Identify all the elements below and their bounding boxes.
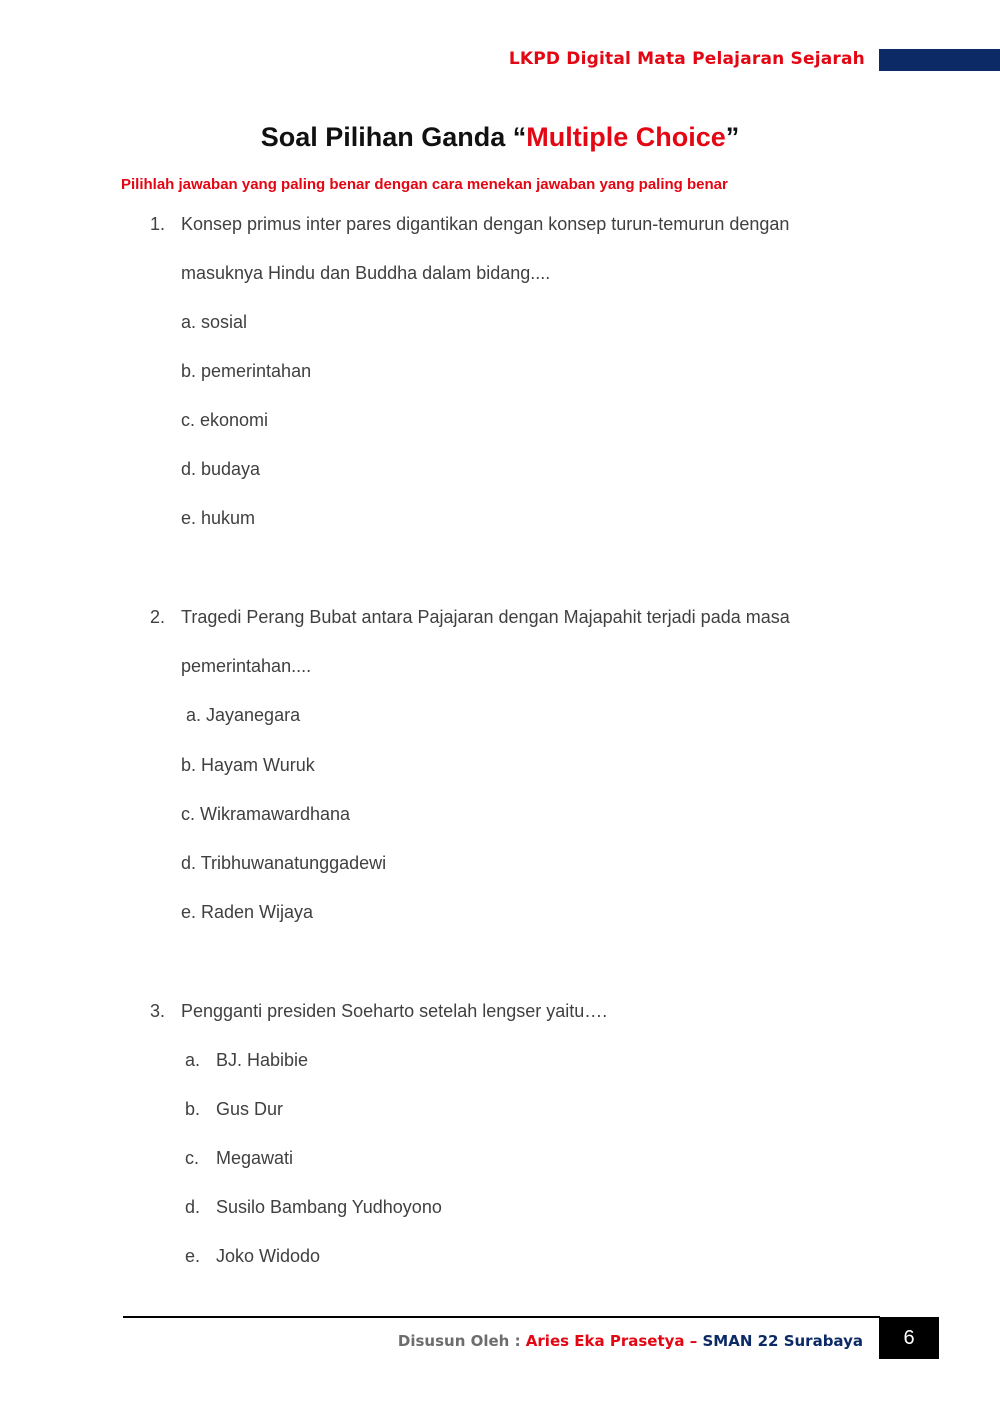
header-title: LKPD Digital Mata Pelajaran Sejarah [508,49,865,69]
answer-option-e[interactable]: e. Raden Wijaya [181,902,314,922]
answer-option-c[interactable]: c. ekonomi [181,410,269,430]
answer-option-c[interactable]: c. Wikramawardhana [181,804,351,824]
question-text-line: pemerintahan.... [181,656,312,676]
footer-label: Disusun Oleh : [397,1332,526,1350]
title-highlight: Multiple Choice [526,122,726,152]
title-suffix: ” [725,122,740,152]
option-letter: e. [185,1246,201,1266]
title-prefix: Soal Pilihan Ganda “ [260,122,527,152]
option-text: Joko Widodo [216,1246,321,1266]
question-number: 1. [150,214,166,234]
answer-option-e[interactable]: e. hukum [181,508,256,528]
question-text-line: Tragedi Perang Bubat antara Pajajaran dengan Majapahit terjadi pada masa [181,607,790,627]
question-text-line: Konsep primus inter pares digantikan dengan konsep turun-temurun dengan [181,214,790,234]
answer-option-b[interactable]: b. pemerintahan [181,361,312,381]
option-text: Susilo Bambang Yudhoyono [216,1197,442,1217]
page-number: 6 [879,1317,939,1359]
footer-author: Aries Eka Prasetya [525,1332,685,1350]
option-text: Gus Dur [216,1099,284,1119]
header-bar [879,49,1000,71]
footer-credit [398,1332,863,1350]
question-number: 3. [150,1001,166,1021]
option-text: BJ. Habibie [216,1050,309,1070]
answer-option-d[interactable]: d. budaya [181,459,261,479]
instruction-text: Pilihlah jawaban yang paling benar dengan cara menekan jawaban yang paling benar [121,176,728,193]
footer-divider [123,1316,880,1318]
option-letter: c. [185,1148,200,1168]
option-letter: b. [185,1099,201,1119]
question-number: 2. [150,607,166,627]
footer-school: SMAN 22 Surabaya [702,1332,863,1350]
answer-option-a[interactable]: a. Jayanegara [181,705,301,725]
option-letter: d. [185,1197,201,1217]
option-letter: a. [185,1050,201,1070]
option-text: Megawati [216,1148,294,1168]
question-text-line: Pengganti presiden Soeharto setelah lengser yaitu…. [181,1001,608,1021]
answer-option-b[interactable]: b. Hayam Wuruk [181,755,315,775]
footer-separator: – [684,1332,703,1350]
question-text-line: masuknya Hindu dan Buddha dalam bidang.... [181,263,551,283]
answer-option-a[interactable]: a. sosial [181,312,248,332]
answer-option-d[interactable]: d. Tribhuwanatunggadewi [181,853,387,873]
page-title [0,122,1000,153]
